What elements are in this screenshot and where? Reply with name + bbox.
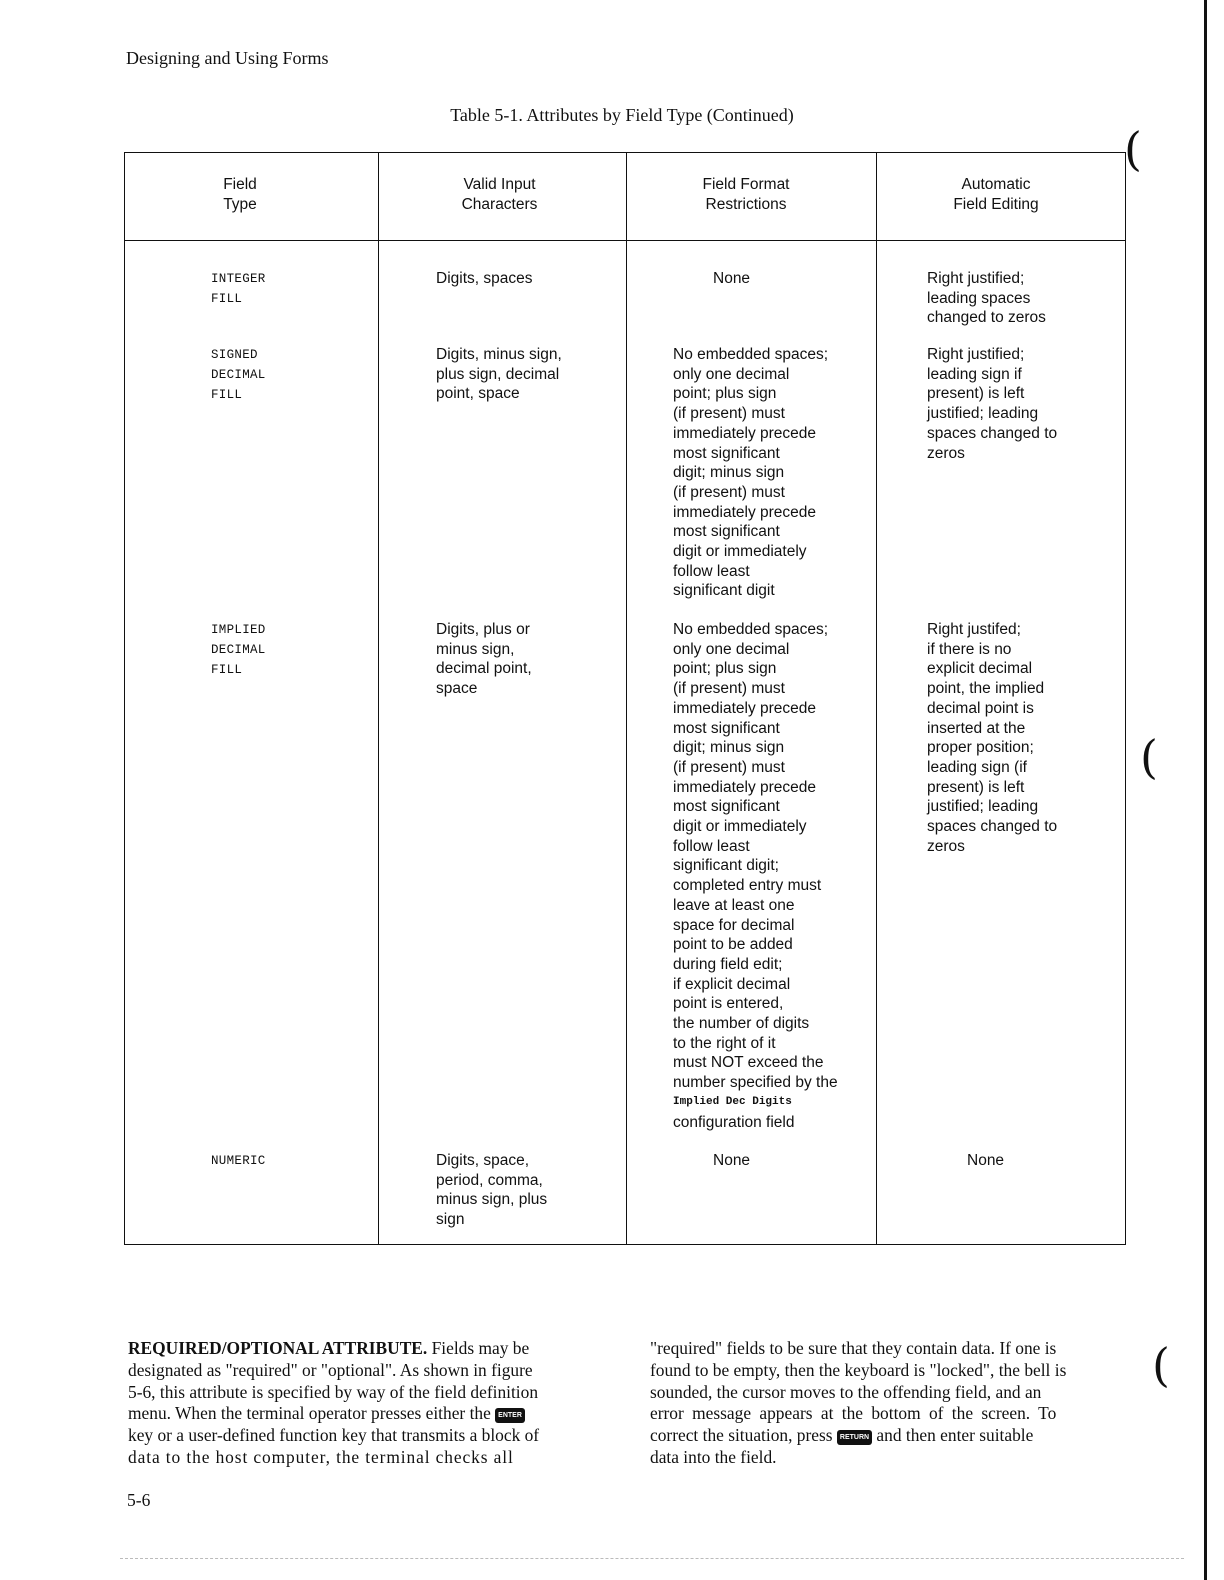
row-signed-decimal-type: SIGNED DECIMAL FILL bbox=[211, 348, 266, 402]
header-divider bbox=[125, 240, 1125, 241]
column-divider bbox=[876, 153, 877, 1244]
row-signed-decimal-format: No embedded spaces; only one decimal point; plus sign (if present) must immediately precede most significant digit; minus sign (if present) must immediately precede most significant digit or immediately follow least significant digit bbox=[673, 346, 829, 600]
row-integer-fill-type: INTEGER FILL bbox=[211, 272, 266, 306]
row-numeric-editing: None bbox=[967, 1152, 1005, 1169]
row-numeric-type: NUMERIC bbox=[211, 1154, 266, 1168]
table-caption: Table 5-1. Attributes by Field Type (Continued) bbox=[450, 105, 794, 125]
row-implied-decimal-format: No embedded spaces; only one decimal point; plus sign (if present) must immediately precede most significant digit; minus sign (if present) must immediately precede most significant digit or immediately follow least significant digit; completed entry must leave at least one space for decimal point to be added during field edit; if explicit decimal point is entered, the number of digits to the right of it must NOT exceed the number specified by the Implied Dec Digits configuration field bbox=[673, 621, 838, 1131]
header-field-type: Field Type bbox=[223, 176, 257, 213]
row-integer-fill-format: None bbox=[713, 270, 751, 287]
row-implied-decimal-type: IMPLIED DECIMAL FILL bbox=[211, 623, 266, 677]
binder-mark: ( bbox=[1152, 1338, 1170, 1392]
scan-edge-line bbox=[1204, 0, 1207, 1580]
column-divider bbox=[626, 153, 627, 1244]
return-key-icon: RETURN bbox=[837, 1430, 872, 1445]
column-divider bbox=[378, 153, 379, 1244]
enter-key-icon: ENTER bbox=[495, 1408, 525, 1423]
scan-bottom-edge bbox=[120, 1558, 1184, 1559]
binder-mark: ( bbox=[1140, 730, 1158, 784]
header-field-format: Field Format Restrictions bbox=[702, 176, 790, 213]
row-numeric-format: None bbox=[713, 1152, 751, 1169]
row-integer-fill-editing: Right justified; leading spaces changed to zeros bbox=[927, 270, 1046, 327]
implied-dec-digits-field-name: Implied Dec Digits bbox=[673, 1095, 792, 1108]
row-integer-fill-valid: Digits, spaces bbox=[436, 270, 533, 287]
attributes-table bbox=[124, 152, 1126, 1245]
page-number: 5-6 bbox=[127, 1490, 151, 1510]
section-heading: REQUIRED/OPTIONAL ATTRIBUTE. bbox=[128, 1338, 428, 1358]
header-automatic-editing: Automatic Field Editing bbox=[953, 176, 1039, 213]
row-signed-decimal-valid: Digits, minus sign, plus sign, decimal point, space bbox=[436, 346, 562, 403]
row-implied-decimal-valid: Digits, plus or minus sign, decimal point, space bbox=[436, 621, 532, 698]
header-valid-input: Valid Input Characters bbox=[461, 176, 538, 213]
row-implied-decimal-editing: Right justifed; if there is no explicit decimal point, the implied decimal point is inserted at the proper position; leading sign (if present) is left justified; leading spaces changed to zeros bbox=[927, 621, 1058, 855]
row-numeric-valid: Digits, space, period, comma, minus sign, plus sign bbox=[436, 1152, 548, 1229]
binder-mark: ( bbox=[1124, 122, 1142, 176]
running-title: Designing and Using Forms bbox=[126, 48, 329, 68]
body-left-column: REQUIRED/OPTIONAL ATTRIBUTE. Fields may be designated as "required" or "optional". As shown in figure 5-6, this attribute is specified by way of the field definition menu. When the terminal operator presses either the ENTER key or a user-defined function key that transmits a block of data to the host computer, the terminal checks all bbox=[128, 1338, 540, 1467]
body-right-column: "required" fields to be sure that they contain data. If one is found to be empty, then the keyboard is "locked", the bell is sounded, the cursor moves to the offending field, and an error message appears at the bottom of the screen. To correct the situation, press RETURN and then enter suitable data into the field. bbox=[650, 1338, 1067, 1467]
row-signed-decimal-editing: Right justified; leading sign if present) is left justified; leading spaces changed to zeros bbox=[927, 346, 1058, 462]
